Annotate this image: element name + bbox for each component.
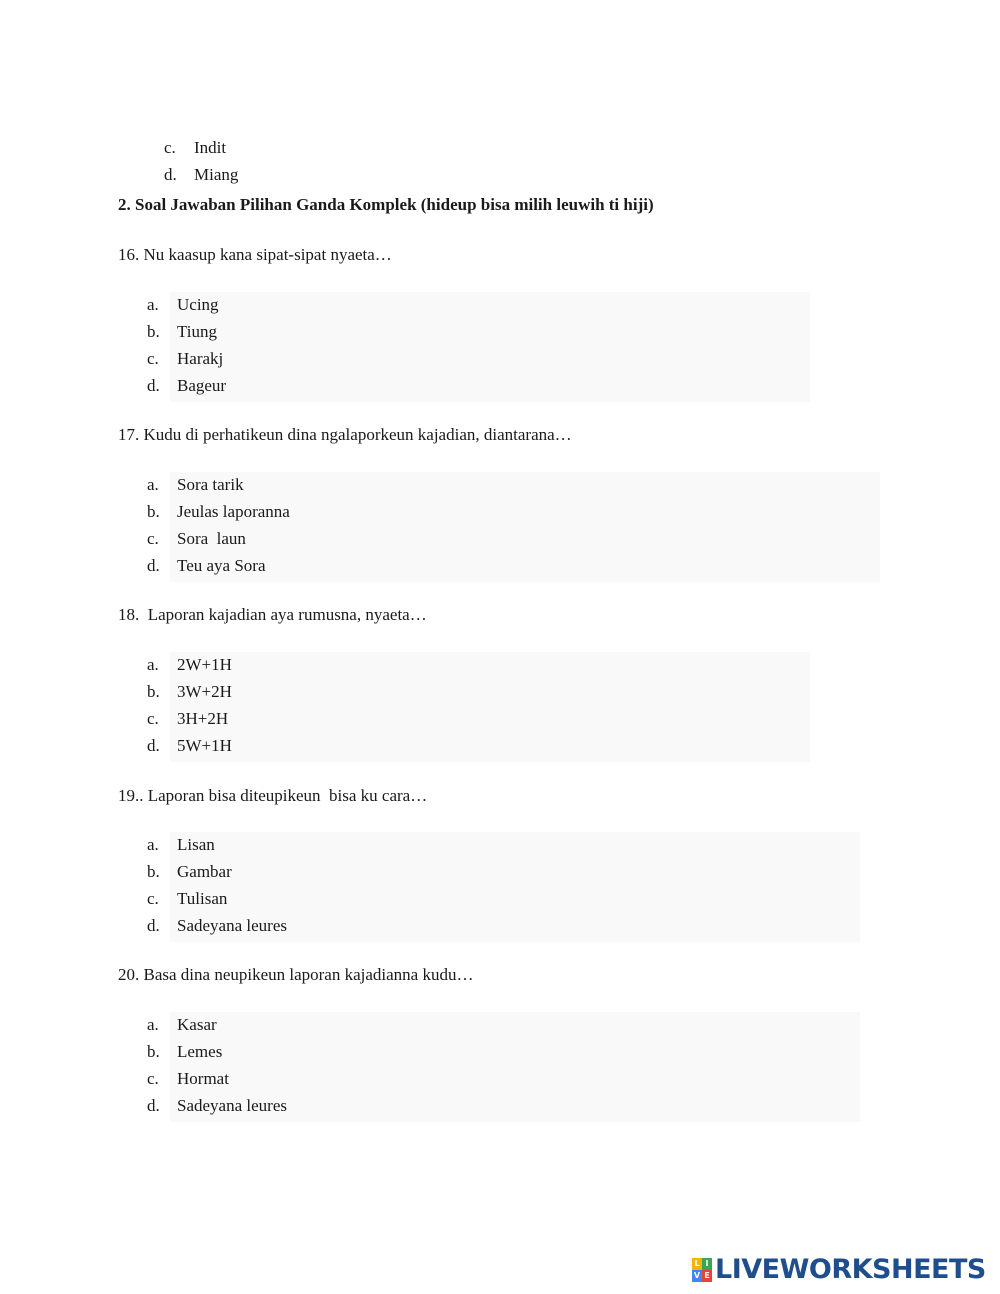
question-17-option-a[interactable] [147,475,244,495]
option-text: Sadeyana leures [177,916,287,935]
answer-area-shade [170,292,810,402]
question-18: 18. Laporan kajadian aya rumusna, nyaeta… [118,605,427,624]
question-17-option-d[interactable] [147,556,266,576]
logo-text: LIVEWORKSHEETS [715,1254,986,1285]
question-19-option-d[interactable] [147,916,287,936]
option-letter: d. [147,556,160,575]
option-letter: c. [147,349,159,368]
option-letter: a. [147,1015,159,1034]
option-text: Indit [194,138,227,157]
option-letter: c. [147,1069,159,1088]
option-text: 2W+1H [177,655,232,674]
question-20-option-a[interactable] [147,1015,217,1035]
option-letter: d. [147,1096,160,1115]
option-letter: d. [147,376,160,395]
question-20-option-b[interactable] [147,1042,222,1062]
option-text: Sora laun [177,529,246,548]
question-16-option-c[interactable] [147,349,223,369]
live-logo-icon [692,1258,712,1282]
question-17-option-c[interactable] [147,529,246,549]
option-top-c[interactable] [147,118,227,157]
option-letter: a. [147,655,159,674]
question-16: 16. Nu kaasup kana sipat-sipat nyaeta… [118,245,392,264]
question-19-option-c[interactable] [147,889,227,909]
question-19-option-b[interactable] [147,862,232,882]
question-17: 17. Kudu di perhatikeun dina ngalaporkeun kajadian, diantarana… [118,425,572,444]
question-20-option-c[interactable] [147,1069,229,1089]
option-letter: b. [147,682,160,701]
option-text: Ucing [177,295,219,314]
answer-area-shade [170,472,880,582]
option-letter: d. [147,736,160,755]
liveworksheets-logo [692,1254,986,1286]
logo-mark-cell: I [702,1258,712,1270]
option-letter: c. [164,138,176,157]
option-text: Miang [194,165,239,184]
question-19-option-a[interactable] [147,835,215,855]
option-text: Tiung [177,322,218,341]
option-text: Sadeyana leures [177,1096,287,1115]
question-16-option-b[interactable] [147,322,217,342]
option-text: Kasar [177,1015,217,1034]
logo-mark-cell: E [702,1270,712,1282]
section-heading: 2. Soal Jawaban Pilihan Ganda Komplek (hideup bisa milih leuwih ti hiji) [118,195,654,214]
option-letter: d. [164,165,177,184]
option-text: Harakj [177,349,224,368]
option-letter: b. [147,322,160,341]
question-16-option-a[interactable] [147,295,219,315]
answer-area-shade [170,652,810,762]
option-letter: c. [147,709,159,728]
option-letter: a. [147,475,159,494]
option-letter: b. [147,502,160,521]
option-letter: a. [147,295,159,314]
option-letter: c. [147,529,159,548]
option-text: 3W+2H [177,682,232,701]
option-letter: a. [147,835,159,854]
option-top-d[interactable] [147,145,239,184]
option-text: Lemes [177,1042,223,1061]
option-text: Bageur [177,376,227,395]
option-text: Teu aya Sora [177,556,266,575]
option-text: Tulisan [177,889,228,908]
question-18-option-c[interactable] [147,709,228,729]
option-text: Jeulas laporanna [177,502,290,521]
option-text: Hormat [177,1069,229,1088]
logo-mark-cell: V [693,1271,701,1280]
option-text: Sora tarik [177,475,244,494]
option-text: Lisan [177,835,215,854]
option-text: Gambar [177,862,232,881]
option-letter: d. [147,916,160,935]
question-16-option-d[interactable] [147,376,226,396]
question-18-option-d[interactable] [147,736,232,756]
option-text: 5W+1H [177,736,232,755]
question-17-option-b[interactable] [147,502,290,522]
option-text: 3H+2H [177,709,229,728]
logo-mark-cell: L [692,1258,702,1270]
option-letter: b. [147,862,160,881]
question-20: 20. Basa dina neupikeun laporan kajadianna kudu… [118,965,474,984]
question-18-option-b[interactable] [147,682,232,702]
option-letter: c. [147,889,159,908]
question-19: 19.. Laporan bisa diteupikeun bisa ku cara… [118,786,428,805]
option-letter: b. [147,1042,160,1061]
question-18-option-a[interactable] [147,655,232,675]
question-20-option-d[interactable] [147,1096,287,1116]
